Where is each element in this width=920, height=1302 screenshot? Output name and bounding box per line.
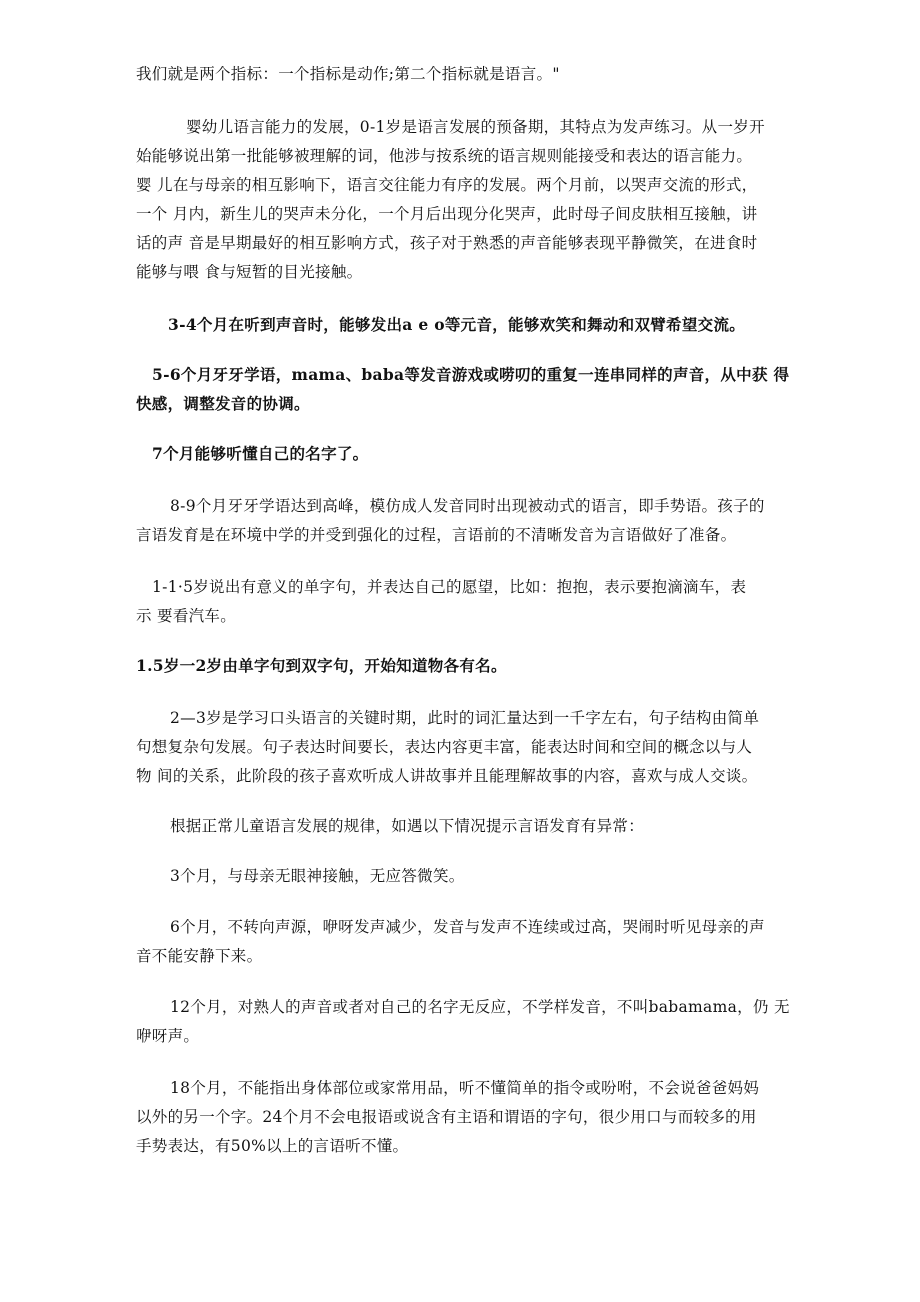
paragraph-line: 3-4个月在听到声音时，能够发出a e o等元音，能够欢笑和舞动和双臂希望交流。: [168, 315, 746, 334]
paragraph-line: 以外的另一个字。24个月不会电报语或说含有主语和谓语的字句，很少用口与而较多的用: [136, 1108, 757, 1126]
paragraph-line: 3个月，与母亲无眼神接触，无应答微笑。: [170, 867, 465, 885]
paragraph-line: 2—3岁是学习口头语言的关键时期，此时的词汇量达到一千字左右，句子结构由简单: [170, 709, 760, 727]
paragraph-line: 6个月，不转向声源，咿呀发声减少，发音与发声不连续或过高，哭闹时听见母亲的声: [170, 918, 765, 936]
paragraph-line: 5-6个月牙牙学语，mama、baba等发音游戏或唠叨的重复一连串同样的声音，从中获 得: [152, 365, 790, 384]
paragraph-line: 1.5岁一2岁由单字句到双字句，开始知道物各有名。: [136, 656, 507, 675]
paragraph-line: 根据正常儿童语言发展的规律，如遇以下情况提示言语发育有异常：: [170, 817, 645, 835]
paragraph-line: 音不能安静下来。: [136, 947, 263, 965]
paragraph-line: 能够与喂 食与短暂的目光接触。: [136, 263, 363, 281]
paragraph-line: 快感，调整发音的协调。: [136, 394, 310, 413]
paragraph-line: 句想复杂句发展。句子表达时间要长，表达内容更丰富，能表达时间和空间的概念以与人: [136, 738, 753, 756]
paragraph-line: 18个月，不能指出身体部位或家常用品，听不懂简单的指令或吩咐，不会说爸爸妈妈: [170, 1079, 760, 1097]
paragraph-line: 我们就是两个指标：一个指标是动作;第二个指标就是语言。": [136, 65, 560, 83]
paragraph-line: 示 要看汽车。: [136, 607, 237, 625]
paragraph-line: 婴 儿在与母亲的相互影响下，语言交往能力有序的发展。两个月前，以哭声交流的形式，: [136, 176, 758, 194]
paragraph-line: 始能够说出第一批能够被理解的词，他涉与按系统的语言规则能接受和表达的语言能力。: [136, 147, 753, 165]
paragraph-line: 12个月，对熟人的声音或者对自己的名字无反应，不学样发音，不叫babamama，仍 无: [170, 998, 790, 1016]
paragraph-line: 1-1·5岁说出有意义的单字句，并表达自己的愿望，比如：抱抱，表示要抱滴滴车，表: [152, 578, 747, 596]
paragraph-line: 话的声 音是早期最好的相互影响方式，孩子对于熟悉的声音能够表现平静微笑，在进食时: [136, 234, 758, 252]
paragraph-line: 7个月能够听懂自己的名字了。: [152, 444, 369, 463]
paragraph-line: 8-9个月牙牙学语达到高峰，模仿成人发音同时出现被动式的语言，即手势语。孩子的: [170, 497, 765, 515]
paragraph-line: 手势表达，有50%以上的言语听不懂。: [136, 1137, 409, 1155]
paragraph-line: 一个 月内，新生儿的哭声未分化，一个月后出现分化哭声，此时母子间皮肤相互接触，讲: [136, 205, 758, 223]
paragraph-line: 婴幼儿语言能力的发展，0-1岁是语言发展的预备期，其特点为发声练习。从一岁开: [186, 118, 765, 136]
paragraph-line: 物 间的关系，此阶段的孩子喜欢听成人讲故事并且能理解故事的内容，喜欢与成人交谈。: [136, 767, 758, 785]
paragraph-line: 咿呀声。: [136, 1027, 200, 1045]
paragraph-line: 言语发育是在环境中学的并受到强化的过程，言语前的不清晰发音为言语做好了准备。: [136, 526, 737, 544]
